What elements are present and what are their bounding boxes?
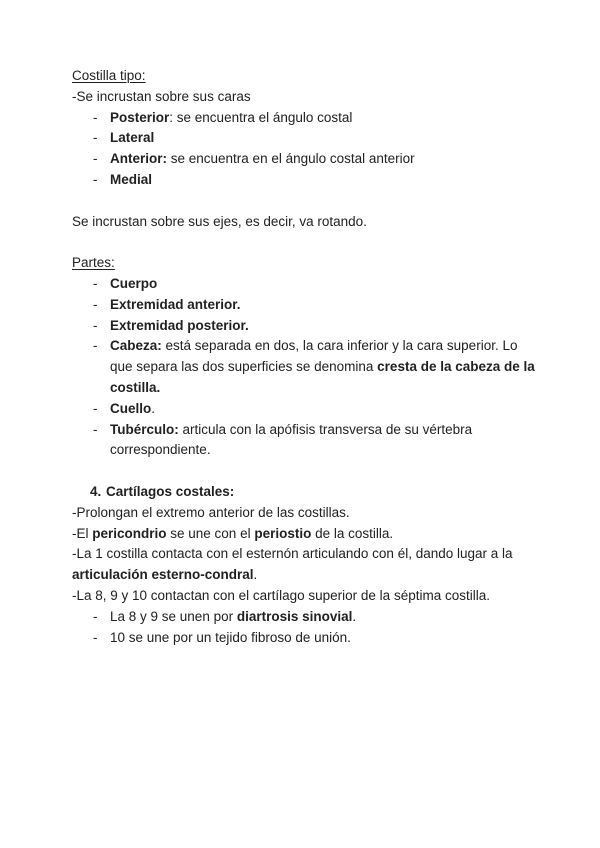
bold-run: Anterior:	[110, 151, 167, 167]
heading-number: 4.	[90, 483, 102, 499]
document-content	[72, 66, 542, 648]
text-run: La 8 y 9 se unen por	[110, 608, 237, 624]
para-ejes: Se incrustan sobre sus ejes, es decir, va rotando.	[72, 213, 367, 229]
heading-costilla-tipo: Costilla tipo:	[72, 68, 146, 83]
bold-run: Cuello	[110, 400, 152, 416]
text-run: -La 1 costilla contacta con el esternón articulando con él, dando lugar a la	[72, 546, 513, 562]
para-contactan-septima: -La 8, 9 y 10 contactan con el cartílago superior de la séptima costilla.	[72, 587, 490, 603]
list-item-lateral	[110, 128, 542, 149]
caras-list	[72, 108, 542, 191]
para-prolongan: -Prolongan el extremo anterior de las costillas.	[72, 504, 350, 520]
heading-cartilagos-costales	[72, 482, 542, 503]
bold-run: Cabeza:	[110, 338, 162, 354]
list-item-tuberculo	[110, 420, 542, 462]
list-item-cuerpo	[110, 274, 542, 295]
para-esterno-condral	[72, 544, 542, 586]
bold-run: Lateral	[110, 130, 155, 146]
list-item-cuello	[110, 399, 542, 420]
text-run: .	[352, 608, 357, 624]
bold-run: cresta de la cabeza de la costilla.	[110, 359, 535, 395]
list-item-posterior	[110, 108, 542, 129]
bold-run: Cuerpo	[110, 275, 158, 291]
text-run: : se encuentra el ángulo costal	[169, 109, 353, 125]
bold-run: periostio	[254, 525, 312, 541]
list-item-medial	[110, 170, 542, 191]
cartilagos-sublist	[72, 607, 542, 649]
text-run: .	[253, 567, 258, 583]
text-run: se une con el	[166, 525, 255, 541]
bold-run: Tubérculo:	[110, 421, 179, 437]
list-item-cabeza	[110, 336, 542, 398]
text-run: 10 se une por un tejido fibroso de unión.	[110, 629, 351, 645]
text-run: de la costilla.	[311, 525, 394, 541]
list-item-anterior	[110, 149, 542, 170]
text-run: se encuentra en el ángulo costal anterior	[167, 151, 415, 167]
heading-partes: Partes:	[72, 255, 115, 271]
para-pericondrio	[72, 524, 542, 545]
text-run: -El	[72, 525, 93, 541]
list-item-tejido-fibroso	[110, 628, 542, 649]
bold-run: Extremidad anterior.	[110, 296, 241, 312]
text-run: .	[151, 400, 156, 416]
text-run: está separada en dos, la cara inferior y la cara superior. Lo que separa las dos superficies se denomina	[110, 338, 518, 375]
list-item-extremidad-posterior	[110, 316, 542, 337]
intro-caras: -Se incrustan sobre sus caras	[72, 88, 251, 104]
list-item-extremidad-anterior	[110, 295, 542, 316]
partes-list	[72, 274, 542, 461]
bold-run: pericondrio	[92, 525, 167, 541]
heading-text: Cartílagos costales:	[106, 483, 235, 499]
list-item-diartrosis	[110, 607, 542, 628]
bold-run: Extremidad posterior.	[110, 317, 249, 333]
bold-run: diartrosis sinovial	[236, 608, 353, 624]
bold-run: Medial	[110, 171, 153, 187]
bold-run: Posterior	[110, 109, 170, 125]
text-run: articula con la apófisis transversa de su vértebra correspondiente.	[110, 421, 473, 458]
bold-run: articulación esterno-condral	[72, 567, 254, 583]
